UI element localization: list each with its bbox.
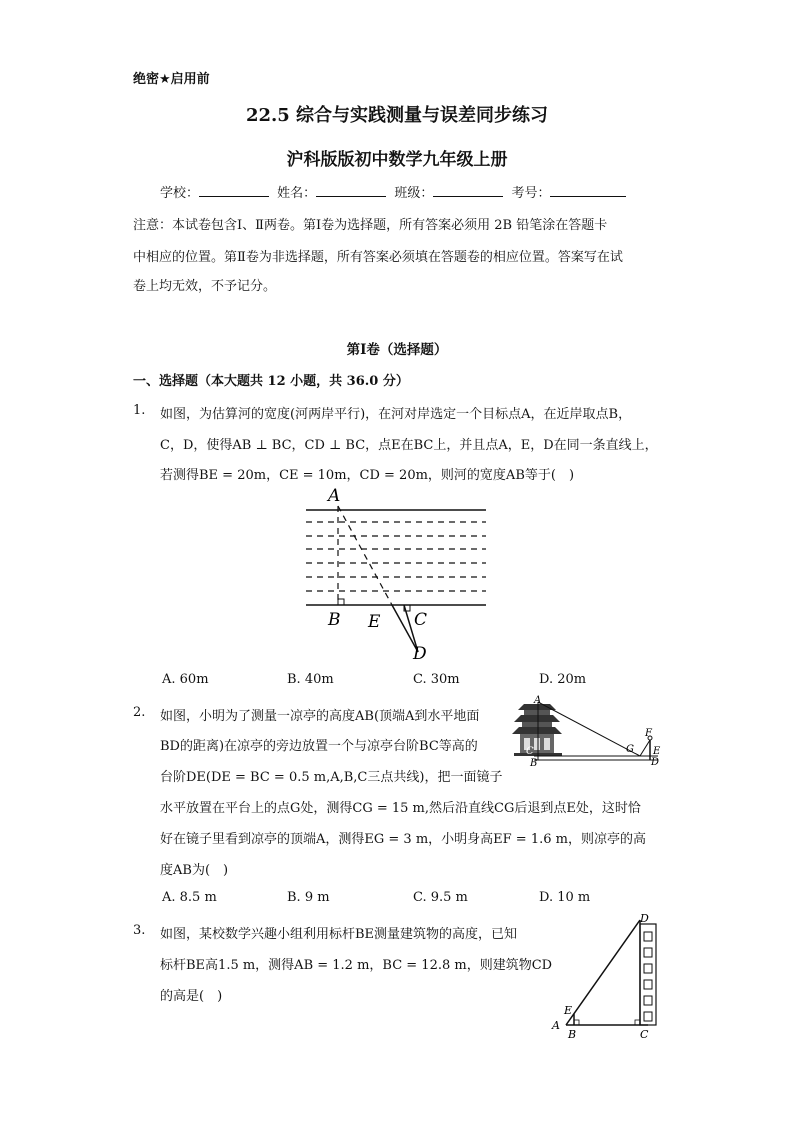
label-D: D [651, 757, 660, 768]
name-blank [316, 184, 386, 197]
school-blank [199, 184, 269, 197]
name-label: 姓名： [277, 186, 317, 201]
label-E: E [653, 746, 661, 757]
question-3-line-3: 的高是( ) [160, 989, 223, 1004]
exam-no-label: 考号： [511, 186, 551, 201]
label-C: C [414, 610, 428, 630]
question-1-figure [300, 484, 490, 664]
question-3-line-1: 如图，某校数学兴趣小组利用标杆BE测量建筑物的高度，已知 [160, 927, 518, 942]
question-3-number: 3. [133, 923, 146, 938]
label-A: A [534, 695, 542, 706]
label-C: C [526, 746, 534, 757]
question-1-line-2: C，D，使得AB ⊥ BC，CD ⊥ BC，点E在BC上，并且点A，E，D在同一条直线上， [160, 438, 658, 453]
notice-line-1: 注意：本试卷包含Ⅰ、Ⅱ两卷。第Ⅰ卷为选择题，所有答案必须用 2B 铅笔涂在答题卡 [133, 218, 608, 233]
question-1-option-c[interactable]: C. 30m [413, 672, 460, 687]
question-2-option-b[interactable]: B. 9 m [287, 890, 330, 905]
question-1-option-b[interactable]: B. 40m [287, 672, 334, 687]
question-2-option-d[interactable]: D. 10 m [539, 890, 591, 905]
question-2-line-5: 好在镜子里看到凉亭的顶端A，测得EG = 3 m，小明身高EF = 1.6 m，则凉亭的高 [160, 832, 646, 847]
question-2-line-4: 水平放置在平台上的点G处，测得CG = 15 m,然后沿直线CG后退到点E处，这时恰 [160, 801, 641, 816]
question-2-option-a[interactable]: A. 8.5 m [162, 890, 217, 905]
exam-no-blank [550, 184, 626, 197]
notice-line-3: 卷上均无效，不予记分。 [133, 279, 277, 294]
notice-line-2: 中相应的位置。第Ⅱ卷为非选择题，所有答案必须填在答题卷的相应位置。答案写在试 [133, 250, 623, 265]
question-2-option-c[interactable]: C. 9.5 m [413, 890, 468, 905]
question-1-number: 1. [133, 403, 146, 418]
student-info-fields [160, 182, 630, 201]
question-1-line-3: 若测得BE = 20m，CE = 10m，CD = 20m，则河的宽度AB等于( ) [160, 468, 575, 483]
label-E: E [368, 612, 381, 632]
class-label: 班级： [394, 186, 434, 201]
question-2-line-3: 台阶DE(DE = BC = 0.5 m,A,B,C三点共线)，把一面镜子 [160, 770, 503, 785]
label-B: B [568, 1028, 577, 1041]
label-D: D [413, 644, 427, 664]
question-2-number: 2. [133, 705, 146, 720]
label-B: B [328, 610, 341, 630]
label-G: G [626, 744, 634, 755]
question-2-line-6: 度AB为( ) [160, 863, 229, 878]
page-subtitle: 沪科版版初中数学九年级上册 [286, 150, 508, 170]
label-F: F [645, 728, 652, 739]
question-3-line-2: 标杆BE高1.5 m，测得AB = 1.2 m，BC = 12.8 m，则建筑物CD [160, 958, 553, 973]
part-heading: 一、选择题（本大题共 12 小题，共 36.0 分） [133, 374, 409, 389]
page-title: 22.5 综合与实践测量与误差同步练习 [245, 105, 549, 126]
question-1-option-d[interactable]: D. 20m [539, 672, 587, 687]
school-label: 学校： [160, 186, 200, 201]
question-1-option-a[interactable]: A. 60m [162, 672, 209, 687]
label-A: A [328, 486, 341, 506]
label-A: A [552, 1019, 560, 1032]
question-2-line-1: 如图，小明为了测量一凉亭的高度AB(顶端A到水平地面 [160, 709, 480, 724]
question-3-figure [548, 908, 668, 1044]
label-C: C [640, 1028, 649, 1041]
class-blank [433, 184, 503, 197]
label-E: E [564, 1004, 573, 1017]
section-title: 第Ⅰ卷（选择题） [346, 342, 448, 358]
confidential-mark: 绝密★启用前 [133, 72, 210, 87]
question-1-line-1: 如图，为估算河的宽度(河两岸平行)，在河对岸选定一个目标点A，在近岸取点B， [160, 407, 632, 422]
label-D: D [640, 912, 649, 925]
label-B: B [530, 758, 538, 768]
question-2-figure [510, 694, 670, 768]
question-2-line-2: BD的距离)在凉亭的旁边放置一个与凉亭台阶BC等高的 [160, 739, 478, 754]
